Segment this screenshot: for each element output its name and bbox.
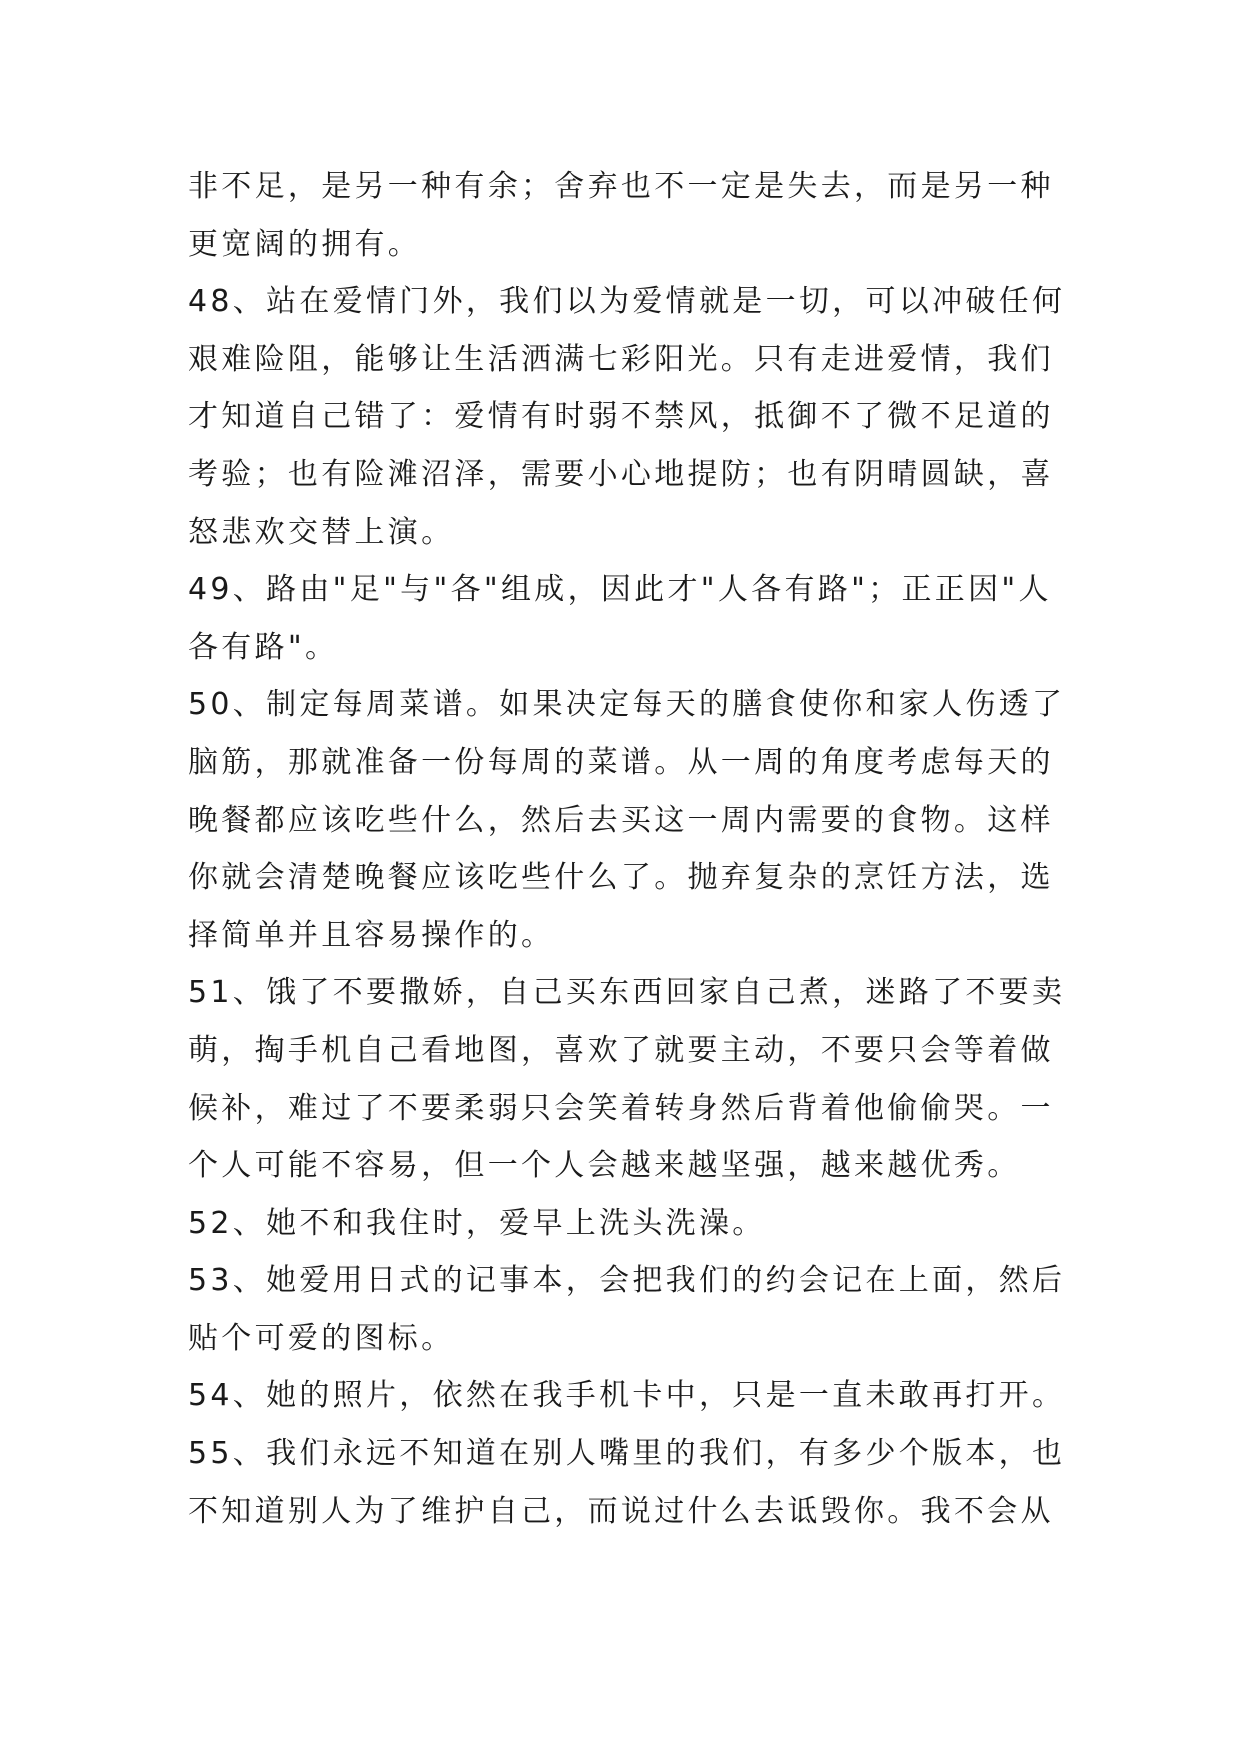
paragraph-49: 49、路由"足"与"各"组成，因此才"人各有路"；正正因"人各有路"。 — [188, 572, 1052, 665]
paragraph-55: 55、我们永远不知道在别人嘴里的我们，有多少个版本，也不知道别人为了维护自己，而说过什么去诋毁你。我不会从 — [188, 1436, 1066, 1529]
paragraph-48: 48、站在爱情门外，我们以为爱情就是一切，可以冲破任何艰难险阻，能够让生活洒满七彩阳光。只有走进爱情，我们才知道自己错了：爱情有时弱不禁风，抵御不了微不足道的考验；也有险滩沼泽，需要小心地提防；也有阴晴圆缺，喜怒悲欢交替上演。 — [188, 284, 1066, 550]
paragraph-53: 53、她爱用日式的记事本，会把我们的约会记在上面，然后贴个可爱的图标。 — [188, 1263, 1066, 1356]
paragraph-continuation: 非不足，是另一种有余；舍弃也不一定是失去，而是另一种更宽阔的拥有。 — [188, 169, 1054, 262]
paragraph-54: 54、她的照片，依然在我手机卡中，只是一直未敢再打开。 — [188, 1378, 1066, 1414]
paragraph-51: 51、饿了不要撒娇，自己买东西回家自己煮，迷路了不要卖萌，掏手机自己看地图，喜欢了就要主动，不要只会等着做候补，难过了不要柔弱只会笑着转身然后背着他偷偷哭。一个人可能不容易，但一个人会越来越坚强，越来越优秀。 — [188, 975, 1066, 1184]
paragraph-50: 50、制定每周菜谱。如果决定每天的膳食使你和家人伤透了脑筋，那就准备一份每周的菜谱。从一周的角度考虑每天的晚餐都应该吃些什么，然后去买这一周内需要的食物。这样你就会清楚晚餐应该吃些什么了。抛弃复杂的烹饪方法，选择简单并且容易操作的。 — [188, 687, 1066, 953]
paragraph-52: 52、她不和我住时，爱早上洗头洗澡。 — [188, 1205, 766, 1241]
document-body — [188, 158, 1068, 1540]
